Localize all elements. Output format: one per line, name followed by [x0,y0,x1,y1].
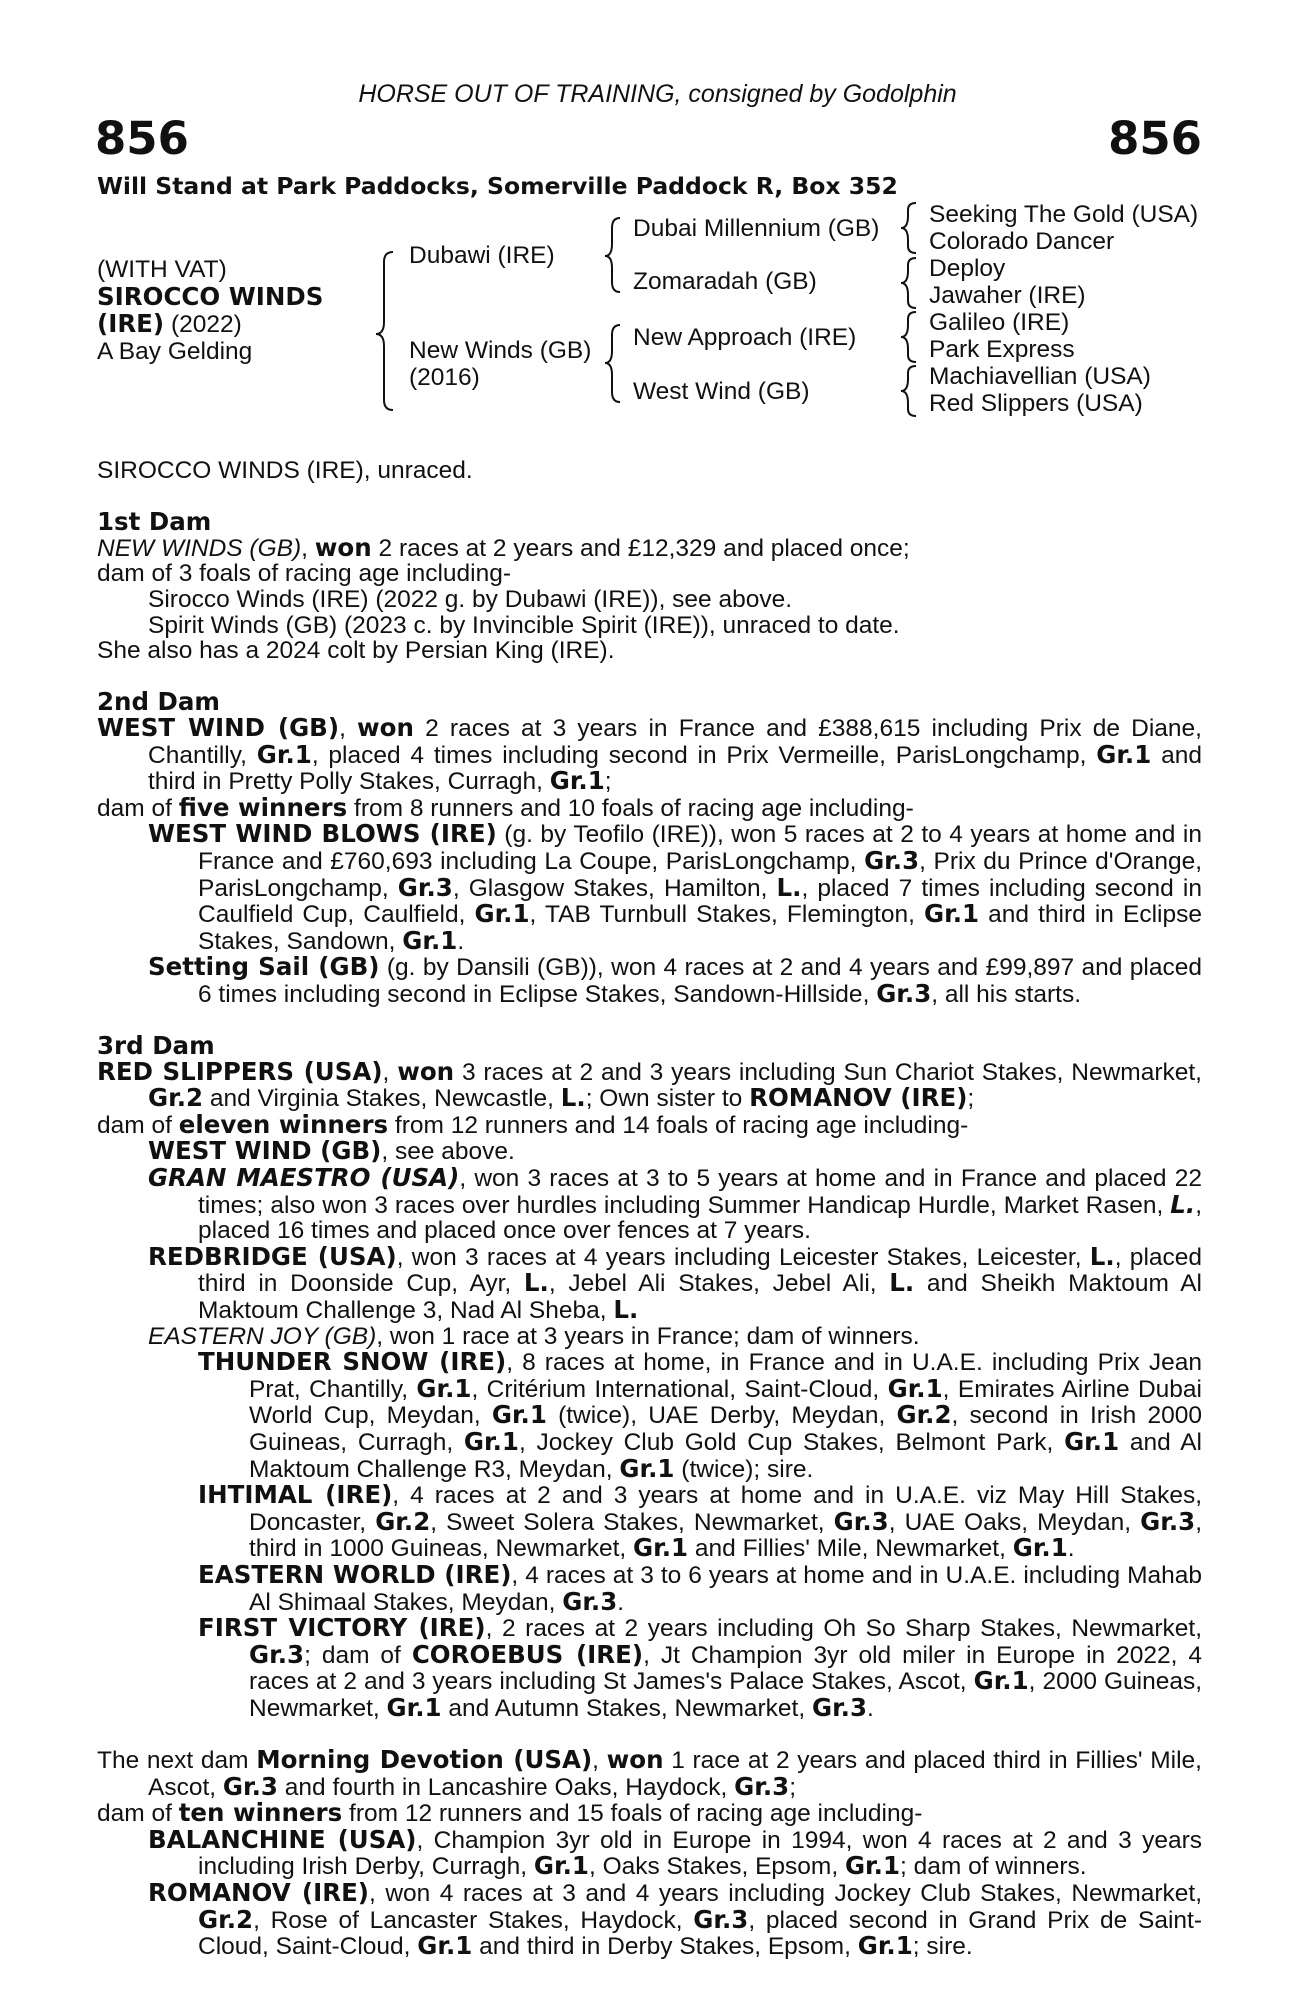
pedigree-gen3-6: Machiavellian (USA) [929,363,1151,390]
text-run: Setting Sail (GB) [148,952,380,982]
pedigree-gen3-4: Galileo (IRE) [929,309,1070,336]
dam1-foals-line: dam of 3 foals of racing age including- [97,560,512,588]
text-run: ; sire. [912,1933,973,1961]
text-run: ; dam of winners. [900,1853,1087,1881]
text-run: and Fillies' Mile, Newmarket, [688,1535,1013,1563]
text-run: , placed 4 times including second in Prix Vermeille, ParisLongchamp, [311,741,1097,769]
text-run: , TAB Turnbull Stakes, Flemington, [529,901,924,929]
dam2-produce-line [97,792,1202,822]
text-run: RED SLIPPERS (USA) [97,1056,383,1086]
dam3-record: RED SLIPPERS (USA), won 3 races at 2 and 3 years including Sun Chariot Stakes, Newmarket, Gr.2 and Virginia Stakes, Newcastle, L.; Own sister to ROMANOV (IRE); [97,1056,1202,1113]
text-run: L. [560,1083,586,1113]
dam2-won: won [357,712,414,742]
text-run: FIRST VICTORY (IRE) [198,1613,486,1643]
lot-number-right: 856 [1108,112,1202,165]
vat-label: (WITH VAT) [97,256,227,283]
text-run: L. [613,1295,639,1324]
horse-name: SIROCCO WINDS [97,282,324,311]
text-run: Gr.1 [474,899,530,929]
lot-number-left: 856 [95,112,189,165]
text-run: , Jt Champion 3yr old miler in Europe in 2022, 4 races at 2 and 3 years including St James's Palace Stakes, Ascot, [249,1641,1203,1696]
text-run: ; [789,1773,797,1801]
text-run: Gr.3 [562,1586,618,1616]
text-run: Gr.3 [1140,1506,1196,1536]
text-run: ROMANOV (IRE) [148,1878,370,1908]
text-run: , Jockey Club Gold Cup Stakes, Belmont Park, [518,1428,1065,1456]
text-run: COROEBUS (IRE) [411,1639,644,1669]
dam3-grandchild-thunder-snow [97,1349,1202,1482]
dam3-heading: 3rd Dam [97,1031,215,1061]
dam3-child-west-wind [97,1138,1202,1165]
dam3-grandchild-first-victory [97,1615,1202,1721]
text-run: , placed third in Doonside Cup, Ayr, [198,1243,1203,1298]
text-run: dam of [97,1800,179,1828]
text-run: ; [967,1085,975,1113]
text-run: . [867,1694,874,1722]
text-run: (g. by Teofilo (IRE)), won 5 races at 2 to 4 years at home and in France and £760,693 including La Coupe, ParisLongchamp, [198,821,1202,875]
text-run: Gr.1 [1064,1426,1120,1456]
horse-year: (2022) [170,311,242,338]
text-run: Gr.3 [876,978,932,1008]
text-run: THUNDER SNOW (IRE) [198,1347,507,1377]
text-run: , Emirates Airline Dubai World Cup, Meydan, [249,1375,1202,1430]
dam3-grandchild-ihtimal [97,1482,1202,1562]
text-run: Gr.1 [973,1666,1029,1696]
text-run: Gr.1 [549,766,605,796]
text-run: , third in 1000 Guineas, Newmarket, [249,1508,1202,1563]
next-dam-produce-line [97,1800,1202,1827]
text-run: L. [1089,1241,1115,1271]
text-run: L. [776,872,802,902]
text-run: The next dam [97,1747,257,1775]
dam2-record: WEST WIND (GB), won 2 races at 3 years in France and £388,615 including Prix de Diane, Chantilly, Gr.1, placed 4 times including second in Prix Vermeille, ParisLongchamp, Gr.1 and third in Pretty Polly Stakes, Curragh, Gr.1; [97,712,1202,796]
brace-na [901,312,916,362]
text-run: and Al Maktoum Challenge R3, Meydan, [249,1428,1202,1483]
dam1-text: 2 races at 2 years and £12,329 and placed once; [371,534,910,562]
text-run: ROMANOV (IRE) [749,1083,968,1113]
pedigree-gen2-2: New Approach (IRE) [633,324,857,351]
dam1-won: won [314,532,372,562]
pedigree-gen3-5: Park Express [929,336,1075,363]
pedigree-gen2-1: Zomaradah (GB) [633,268,817,295]
pedigree-dam-name: New Winds (GB) [409,337,592,364]
text-run: dam of [97,794,179,822]
text-run: Gr.1 [887,1373,943,1403]
text-run: from 8 runners and 10 foals of racing age including- [347,794,914,822]
dam3-grandchild-eastern-world [97,1559,1202,1616]
pedigree-gen2-3: West Wind (GB) [633,378,810,405]
text-run: and fourth in Lancashire Oaks, Haydock, [277,1773,735,1801]
text-run: , 8 races at home, in France and in U.A.E. including Prix Jean Prat, Chantilly, [249,1349,1202,1403]
text-run: Gr.2 [198,1904,254,1934]
text-run: , Rose of Lancaster Stakes, Haydock, [253,1906,694,1934]
text-run: Gr.1 [256,739,312,769]
text-run: eleven winners [178,1109,389,1139]
text-run: REDBRIDGE (USA) [148,1241,397,1271]
text-run: Gr.1 [1012,1533,1068,1563]
text-run: ; [604,768,612,796]
text-run: L. [523,1268,549,1298]
text-run: , Prix du Prince d'Orange, ParisLongchamp, [198,847,1202,902]
text-run: Gr.3 [397,872,453,902]
dam1-name: NEW WINDS (GB) [97,534,302,562]
text-run: . [617,1588,625,1616]
text-run: , won 3 races at 4 years including Leicester Stakes, Leicester, [396,1243,1090,1271]
text-run: 1 race at 2 years and placed third in Fillies' Mile, Ascot, [148,1747,1202,1801]
text-run: Morning Devotion (USA) [256,1745,593,1775]
text-run: Gr.1 [386,1692,442,1722]
text-run: Gr.1 [417,1931,473,1961]
text-run: ; dam of [304,1641,412,1669]
text-run: Gr.3 [693,1904,749,1934]
dam1-foal-2: Spirit Winds (GB) (2023 c. by Invincible Spirit (IRE)), unraced to date. [148,611,900,639]
text-run: 2 races at 3 years in France and £388,615 including Prix de Diane, Chantilly, [148,714,1202,769]
text-run: EASTERN JOY (GB) [148,1322,377,1350]
page-subtitle: HORSE OUT OF TRAINING, consigned by Godolphin [358,80,957,108]
text-run: and third in Eclipse Stakes, Sandown, [198,901,1202,955]
intro-line: SIROCCO WINDS (IRE), unraced. [97,457,473,484]
text-run: L. [889,1268,915,1298]
text-run: Gr.3 [833,1506,889,1536]
dam3-produce-line [97,1109,1202,1139]
dam1-foal-1: Sirocco Winds (IRE) (2022 g. by Dubawi (IRE)), see above. [148,585,793,613]
dam2-child-2 [97,954,1202,1007]
pedigree-gen3-1: Colorado Dancer [929,228,1115,255]
text-run: five winners [178,792,348,822]
horse-description: A Bay Gelding [97,338,253,365]
dam2-heading: 2nd Dam [97,687,220,717]
text-run: Gr.1 [491,1400,547,1430]
pedigree-gen3-0: Seeking The Gold (USA) [929,201,1199,228]
text-run: WEST WIND (GB) [148,1136,382,1166]
text-run: , Champion 3yr old in Europe in 1994, won 4 races at 2 and 3 years including Irish Derby, Curragh, [198,1826,1202,1881]
text-run: IHTIMAL (IRE) [198,1480,393,1510]
text-run: . [1067,1535,1075,1563]
text-run: Gr.1 [619,1453,675,1483]
text-run: Gr.1 [633,1533,689,1563]
text-run: , placed second in Grand Prix de Saint-Cloud, Saint-Cloud, [198,1906,1202,1961]
text-run: Gr.1 [402,925,458,955]
text-run: and Sheikh Maktoum Al Maktoum Challenge 3, Nad Al Sheba, [198,1270,1202,1324]
text-run: Gr.2 [375,1506,431,1536]
brace-ww [901,366,916,416]
text-run: , placed 7 times including second in Caulfield Cup, Caulfield, [198,874,1202,929]
text-run: from 12 runners and 15 foals of racing age including- [342,1800,923,1828]
dam1-record: NEW WINDS (GB), won 2 races at 2 years and £12,329 and placed once; [97,532,910,562]
next-dam-record: The next dam Morning Devotion (USA), won 1 race at 2 years and placed third in Fillies' Mile, Ascot, Gr.3 and fourth in Lancashire Oaks, Haydock, Gr.3; [97,1745,1202,1801]
next-dam-child-balanchine [97,1824,1202,1881]
text-run: won [606,1745,664,1775]
pedigree-gen2-0: Dubai Millennium (GB) [633,215,880,242]
text-run: ten winners [178,1798,343,1828]
text-run: , 4 races at 3 to 6 years at home and in U.A.E. including Mahab Al Shimaal Stakes, Meydan, [249,1561,1202,1616]
dam2-name: WEST WIND (GB) [97,712,340,742]
text-run: Gr.2 [148,1083,204,1113]
text-run: , 2 races at 2 years including Oh So Sharp Stakes, Newmarket, [485,1615,1203,1643]
text-run: 3 races at 2 and 3 years including Sun Chariot Stakes, Newmarket, [454,1058,1202,1086]
dam3-child-gran-maestro [97,1165,1202,1244]
text-run: Gr.1 [924,899,980,929]
text-run: , placed 16 times and placed once over fences at 7 years. [198,1191,1202,1245]
text-run: Gr.1 [857,1931,913,1961]
brace-dam [605,325,620,402]
text-run: , won 4 races at 3 and 4 years including Jockey Club Stakes, Newmarket, [369,1880,1203,1908]
text-run: ; Own sister to [585,1085,750,1113]
text-run: , Critérium International, Saint-Cloud, [471,1375,888,1403]
dam3-child-eastern-joy [97,1324,1202,1350]
text-run: GRAN MAESTRO (USA) [148,1163,460,1193]
text-run: Gr.2 [896,1400,952,1430]
text-run: . [457,927,465,955]
text-run: , Sweet Solera Stakes, Newmarket, [430,1508,834,1536]
text-run: (twice); sire. [674,1455,814,1483]
text-run: L. [1170,1189,1196,1219]
text-run: , Glasgow Stakes, Hamilton, [452,874,777,902]
text-run: and third in Derby Stakes, Epsom, [472,1933,858,1961]
text-run: , won 1 race at 3 years in France; dam of winners. [376,1322,920,1350]
brace-main [376,252,393,410]
text-run: , UAE Oaks, Meydan, [888,1508,1141,1536]
brace-dm [901,203,916,253]
text-run: (g. by Dansili (GB)), won 4 races at 2 and 4 years and £99,897 and placed 6 times including second in Eclipse Stakes, Sandown-Hillside, [198,954,1203,1008]
dam2-child-1 [97,821,1202,954]
text-run: Gr.1 [844,1851,900,1881]
text-run: Gr.1 [463,1426,519,1456]
text-run: Gr.3 [249,1639,305,1669]
next-dam-child-romanov [97,1880,1202,1960]
dam1-also: She also has a 2024 colt by Persian King (IRE). [97,637,615,665]
text-run: WEST WIND BLOWS (IRE) [148,819,497,849]
text-run: Gr.1 [1096,739,1152,769]
text-run: Gr.3 [734,1771,790,1801]
text-run: , 2000 Guineas, Newmarket, [249,1668,1203,1722]
text-run: EASTERN WORLD (IRE) [198,1559,512,1589]
text-run: Gr.3 [222,1771,278,1801]
text-run: , all his starts. [931,980,1082,1008]
text-run: , 4 races at 2 and 3 years at home and in U.A.E. viz May Hill Stakes, Doncaster, [249,1482,1202,1536]
brace-sire [605,218,620,292]
text-run: Gr.1 [533,1851,589,1881]
pedigree-gen3-3: Jawaher (IRE) [929,282,1086,309]
text-run: , Oaks Stakes, Epsom, [588,1853,845,1881]
brace-zo [901,258,916,308]
pedigree-sire: Dubawi (IRE) [409,242,555,269]
text-run: Gr.3 [864,845,920,875]
stand-location: Will Stand at Park Paddocks, Somerville Paddock R, Box 352 [97,172,898,200]
text-run: , see above. [381,1138,515,1166]
pedigree-gen3-7: Red Slippers (USA) [929,390,1143,417]
text-run: BALANCHINE (USA) [148,1824,417,1854]
horse-origin: (IRE) [97,309,165,338]
text-run: from 12 runners and 14 foals of racing age including- [388,1111,969,1139]
text-run: and third in Pretty Polly Stakes, Curragh, [148,741,1202,796]
text-run: , Jebel Ali Stakes, Jebel Ali, [548,1270,890,1298]
text-run: Gr.1 [416,1373,472,1403]
dam3-child-redbridge [97,1241,1203,1324]
pedigree-dam-year: (2016) [409,364,480,391]
text-run: (twice), UAE Derby, Meydan, [546,1402,897,1430]
text-run: , second in Irish 2000 Guineas, Curragh, [249,1402,1202,1456]
text-run: dam of [97,1111,179,1139]
text-run: , won 3 races at 3 to 5 years at home and in France and placed 22 times; also won 3 races over hurdles including Summer Handicap Hurdle, Market Rasen, [198,1165,1202,1219]
text-run: won [397,1056,455,1086]
text-run: and Autumn Stakes, Newmarket, [441,1694,812,1722]
catalogue-body [97,458,1202,1960]
dam1-heading: 1st Dam [97,507,212,537]
text-run: Gr.3 [811,1692,868,1722]
pedigree-braces [0,0,1315,450]
text-run: and Virginia Stakes, Newcastle, [203,1085,561,1113]
pedigree-gen3-2: Deploy [929,255,1006,282]
